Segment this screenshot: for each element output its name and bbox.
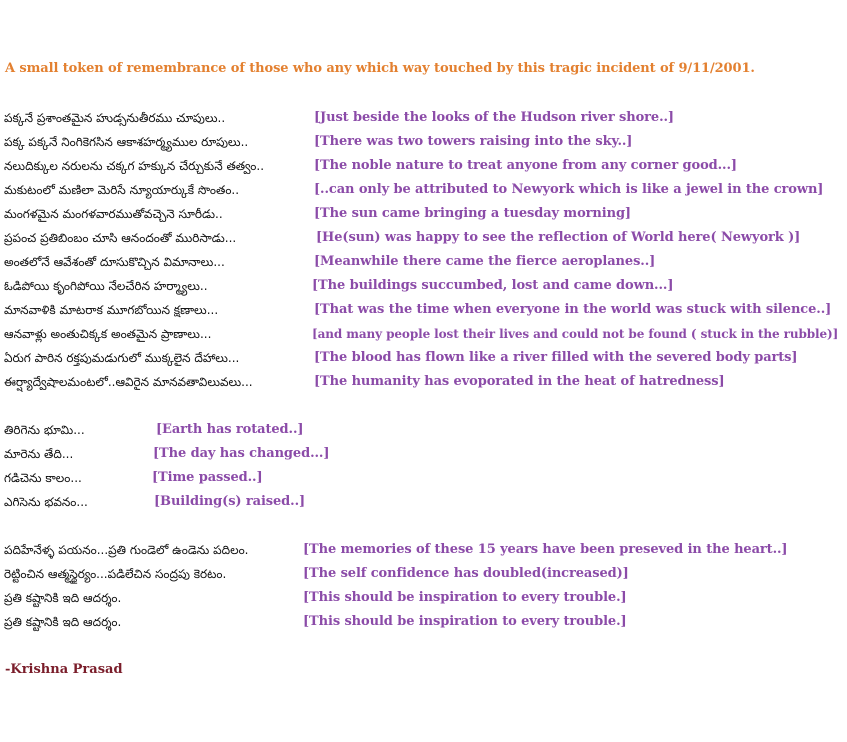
telugu-line: గడిచెను కాలం... [4,471,82,485]
english-translation: [Meanwhile there came the fierce aeroplanes..] [314,254,656,269]
telugu-line: తిరిగెను భూమి... [4,423,85,437]
english-translation: [Just beside the looks of the Hudson river shore..] [314,110,674,125]
english-translation: [This should be inspiration to every trouble.] [303,590,627,605]
poem-title: A small token of remembrance of those who any which way touched by this tragic incident of 9/11/2001. [5,61,755,76]
telugu-line: ప్రపంచ ప్రతిబింబం చూసి ఆనందంతో మురిసాడు... [4,231,237,245]
telugu-line: మకుటంలో మణిలా మెరిసే న్యూయార్కుకే సొంతం.. [4,183,240,197]
english-translation: [There was two towers raising into the sky..] [314,134,633,149]
english-translation: [The day has changed...] [153,446,330,461]
telugu-line: పక్కనే ప్రశాంతమైన హుడ్సనుతీరము చూపులు.. [4,111,226,125]
english-translation: [Building(s) raised..] [154,494,306,509]
english-translation: [He(sun) was happy to see the reflection of World here( Newyork )] [316,230,801,245]
english-translation: [Earth has rotated..] [156,422,304,437]
telugu-line: నలుదిక్కుల నరులను చక్కగ హక్కున చేర్చుకునే తత్వం.. [4,159,265,173]
telugu-line: ఈర్ష్యాద్వేషాలమంటలో..ఆవిరైన మానవతావిలువలు... [4,375,253,389]
telugu-line: రెట్టించిన ఆత్మస్థైర్యం...పడిలేచిన సంద్రపు కెరటం. [4,567,227,581]
english-translation: [and many people lost their lives and could not be found ( stuck in the rubble)] [312,327,839,341]
english-translation: [The noble nature to treat anyone from any corner good...] [314,158,737,173]
telugu-line: ఏరుగ పారిన రక్తపుమడుగులో ముక్కలైన దేహాలు... [4,351,240,365]
telugu-line: పక్క పక్కనే నింగికెగసిన ఆకాశహర్మ్యముల రూపులు.. [4,135,249,149]
telugu-line: పదిహేనేళ్ళ పయనం...ప్రతి గుండెలో ఉండెను పదిలం. [4,543,249,557]
telugu-line: మంగళమైన మంగళవారముతోవచ్చెనె సూరీడు.. [4,207,223,221]
english-translation: [The self confidence has doubled(increased)] [303,566,629,581]
telugu-line: ఎగిసెను భవనం... [4,495,88,509]
author-signature: -Krishna Prasad [5,662,123,677]
english-translation: [The blood has flown like a river filled with the severed body parts] [314,350,798,365]
telugu-line: ప్రతి కష్టానికి ఇది ఆదర్శం. [4,591,122,605]
telugu-line: మానవాళికి మాటరాక మూగబోయిన క్షణాలు... [4,303,219,317]
english-translation: [Time passed..] [152,470,263,485]
english-translation: [The memories of these 15 years have been preseved in the heart..] [303,542,788,557]
english-translation: [The buildings succumbed, lost and came down...] [312,278,674,293]
english-translation: [..can only be attributed to Newyork which is like a jewel in the crown] [314,182,824,197]
english-translation: [That was the time when everyone in the world was stuck with silence..] [314,302,832,317]
telugu-line: ఓడిపోయి కృంగిపోయి నేలచేరిన హర్మ్యాలు.. [4,279,208,293]
telugu-line: ప్రతి కష్టానికి ఇది ఆదర్శం. [4,615,122,629]
telugu-line: మారెను తేది... [4,447,74,461]
telugu-line: అంతలోనే ఆవేశంతో దూసుకొచ్చిన విమానాలు... [4,255,225,269]
english-translation: [The humanity has evoporated in the heat of hatredness] [314,374,725,389]
english-translation: [This should be inspiration to every trouble.] [303,614,627,629]
english-translation: [The sun came bringing a tuesday morning] [314,206,631,221]
telugu-line: ఆనవాళ్లు అంతుచిక్కక అంతమైన ప్రాణాలు... [4,327,212,341]
